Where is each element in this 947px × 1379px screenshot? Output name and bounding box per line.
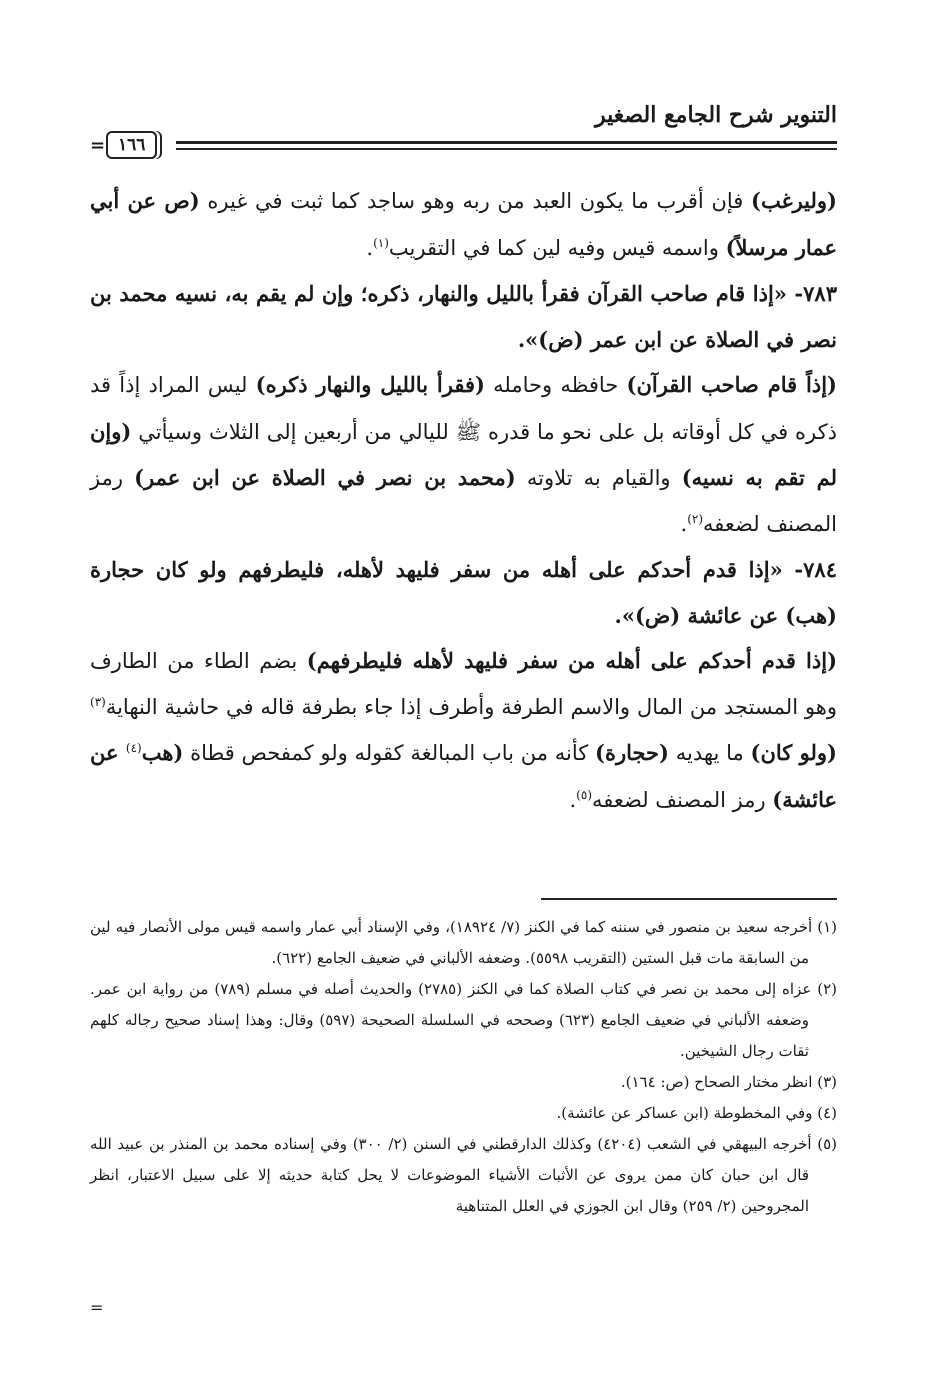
punctuation: .	[366, 235, 374, 260]
main-text	[90, 178, 837, 823]
commentary-text: ما يهديه	[668, 741, 751, 765]
footnote-2: (٢) عزاه إلى محمد بن نصر في كتاب الصلاة كما في الكنز (٢٧٨٥) والحديث أصله في مسلم (٧٨٩) من رواية ابن عمر. وضعفه الألباني في ضعيف الجامع (٦٢٣) وصححه في السلسلة الصحيحة (٥٩٧) وقال: وهذا إسناد صحيح رجاله كلهم ثقات رجال الشيخين.	[90, 980, 837, 1060]
footnote-ref: (٥)	[576, 787, 592, 802]
commentary-text: ليس المراد إذاً قد ذكره في كل أوقاته بل على نحو ما قدره ﷺ لليالي من أربعين إلى الثلاث وسيأتي	[90, 373, 837, 444]
quoted-term: (إذا قدم أحدكم على أهله من سفر فليهد لأهله فليطرفهم)	[306, 648, 838, 673]
continuation-mark: =	[90, 1298, 104, 1317]
footnote-ref: (٤)	[125, 741, 142, 755]
quoted-term: (حجارة)	[595, 740, 669, 765]
footnotes	[90, 912, 837, 1222]
footnote-ref: (٢)	[687, 511, 704, 526]
quoted-term: (إذاً قام صاحب القرآن)	[626, 372, 837, 397]
hadith-784: ٧٨٤- «إذا قدم أحدكم على أهله من سفر فليهد لأهله، فليطرفهم ولو كان حجارة (هب) عن عائشة (ض)».	[90, 557, 837, 628]
quoted-term: (وإن لم تقم به نسيه)	[90, 418, 838, 490]
commentary-text: واسمه قيس وفيه لين كما في التقريب	[388, 235, 726, 260]
commentary-text: بضم الطاء من الطارف وهو المستجد من المال والاسم الطرفة وأطرف إذا جاء بطرفة قاله في حاشية النهاية	[90, 649, 837, 719]
punctuation: .	[680, 511, 688, 536]
footnote-ref: (٣)	[90, 694, 106, 709]
running-header-title: التنوير شرح الجامع الصغير	[595, 102, 837, 128]
footnote-5: (٥) أخرجه البيهقي في الشعب (٤٢٠٤) وكذلك الدارقطني في السنن (٢/ ٣٠٠) وفي إسناده محمد بن المنذر بن عبيد الله قال ابن حبان كان ممن يروى عن الأثبات الأشياء الموضوعات لا يحل كتابة حديثه إلا على سبيل الاعتبار، انظر المجروحين (٢/ ٢٥٩) وقال ابن الجوزي في العلل المتناهية	[90, 1135, 837, 1215]
quoted-term: (فقرأ بالليل والنهار ذكره)	[255, 372, 485, 397]
paragraph-commentary-783	[90, 362, 837, 547]
page-number-block	[90, 130, 176, 160]
header-rule-bottom	[90, 148, 837, 150]
book-page	[90, 0, 837, 1379]
source-citation: (هب	[141, 740, 184, 765]
page-number-mark: =	[90, 134, 106, 156]
commentary-text: والقيام به تلاوته	[515, 466, 682, 490]
header-rule-top	[90, 141, 837, 144]
source-citation: (ص عن أبي عمار مرسلاً)	[90, 188, 837, 260]
commentary-text: فإن أقرب ما يكون العبد من ربه وهو ساجد كما ثبت في غيره	[199, 189, 752, 213]
quoted-term: (وليرغب)	[751, 188, 837, 213]
commentary-text: كأنه من باب المبالغة كقوله ولو كمفحص قطاة	[183, 741, 596, 765]
commentary-text: رمز المصنف لضعفه	[90, 466, 837, 536]
paragraph-commentary-782	[90, 178, 837, 271]
source-citation: عن عائشة)	[90, 740, 837, 812]
page-number: ١٦٦	[106, 131, 157, 159]
hadith-783: ٧٨٣- «إذا قام صاحب القرآن فقرأ بالليل والنهار، ذكره؛ وإن لم يقم به، نسيه محمد بن نصر في الصلاة عن ابن عمر (ض)».	[90, 281, 837, 352]
footnote-1: (١) أخرجه سعيد بن منصور في سننه كما في الكنز (٧/ ١٨٩٢٤)، وفي الإسناد أبي عمار واسمه قيس مولى الأنصار فيه لين من السابقة مات قبل الستين (التقريب ٥٥٩٨). وضعفه الألباني في ضعيف الجامع (٦٢٢).	[90, 918, 837, 967]
punctuation: .	[569, 787, 577, 812]
paragraph-commentary-784	[90, 638, 837, 823]
footnote-4: (٤) وفي المخطوطة (ابن عساكر عن عائشة).	[556, 1104, 837, 1122]
source-citation: (محمد بن نصر في الصلاة عن ابن عمر)	[134, 465, 516, 490]
quoted-term: (ولو كان)	[750, 740, 837, 765]
footnote-separator	[541, 898, 837, 900]
footnote-ref: (١)	[373, 235, 389, 250]
footnote-3: (٣) انظر مختار الصحاح (ص: ١٦٤).	[620, 1073, 837, 1091]
commentary-text: رمز المصنف لضعفه	[592, 787, 773, 812]
commentary-text: حافظه وحامله	[484, 373, 627, 397]
